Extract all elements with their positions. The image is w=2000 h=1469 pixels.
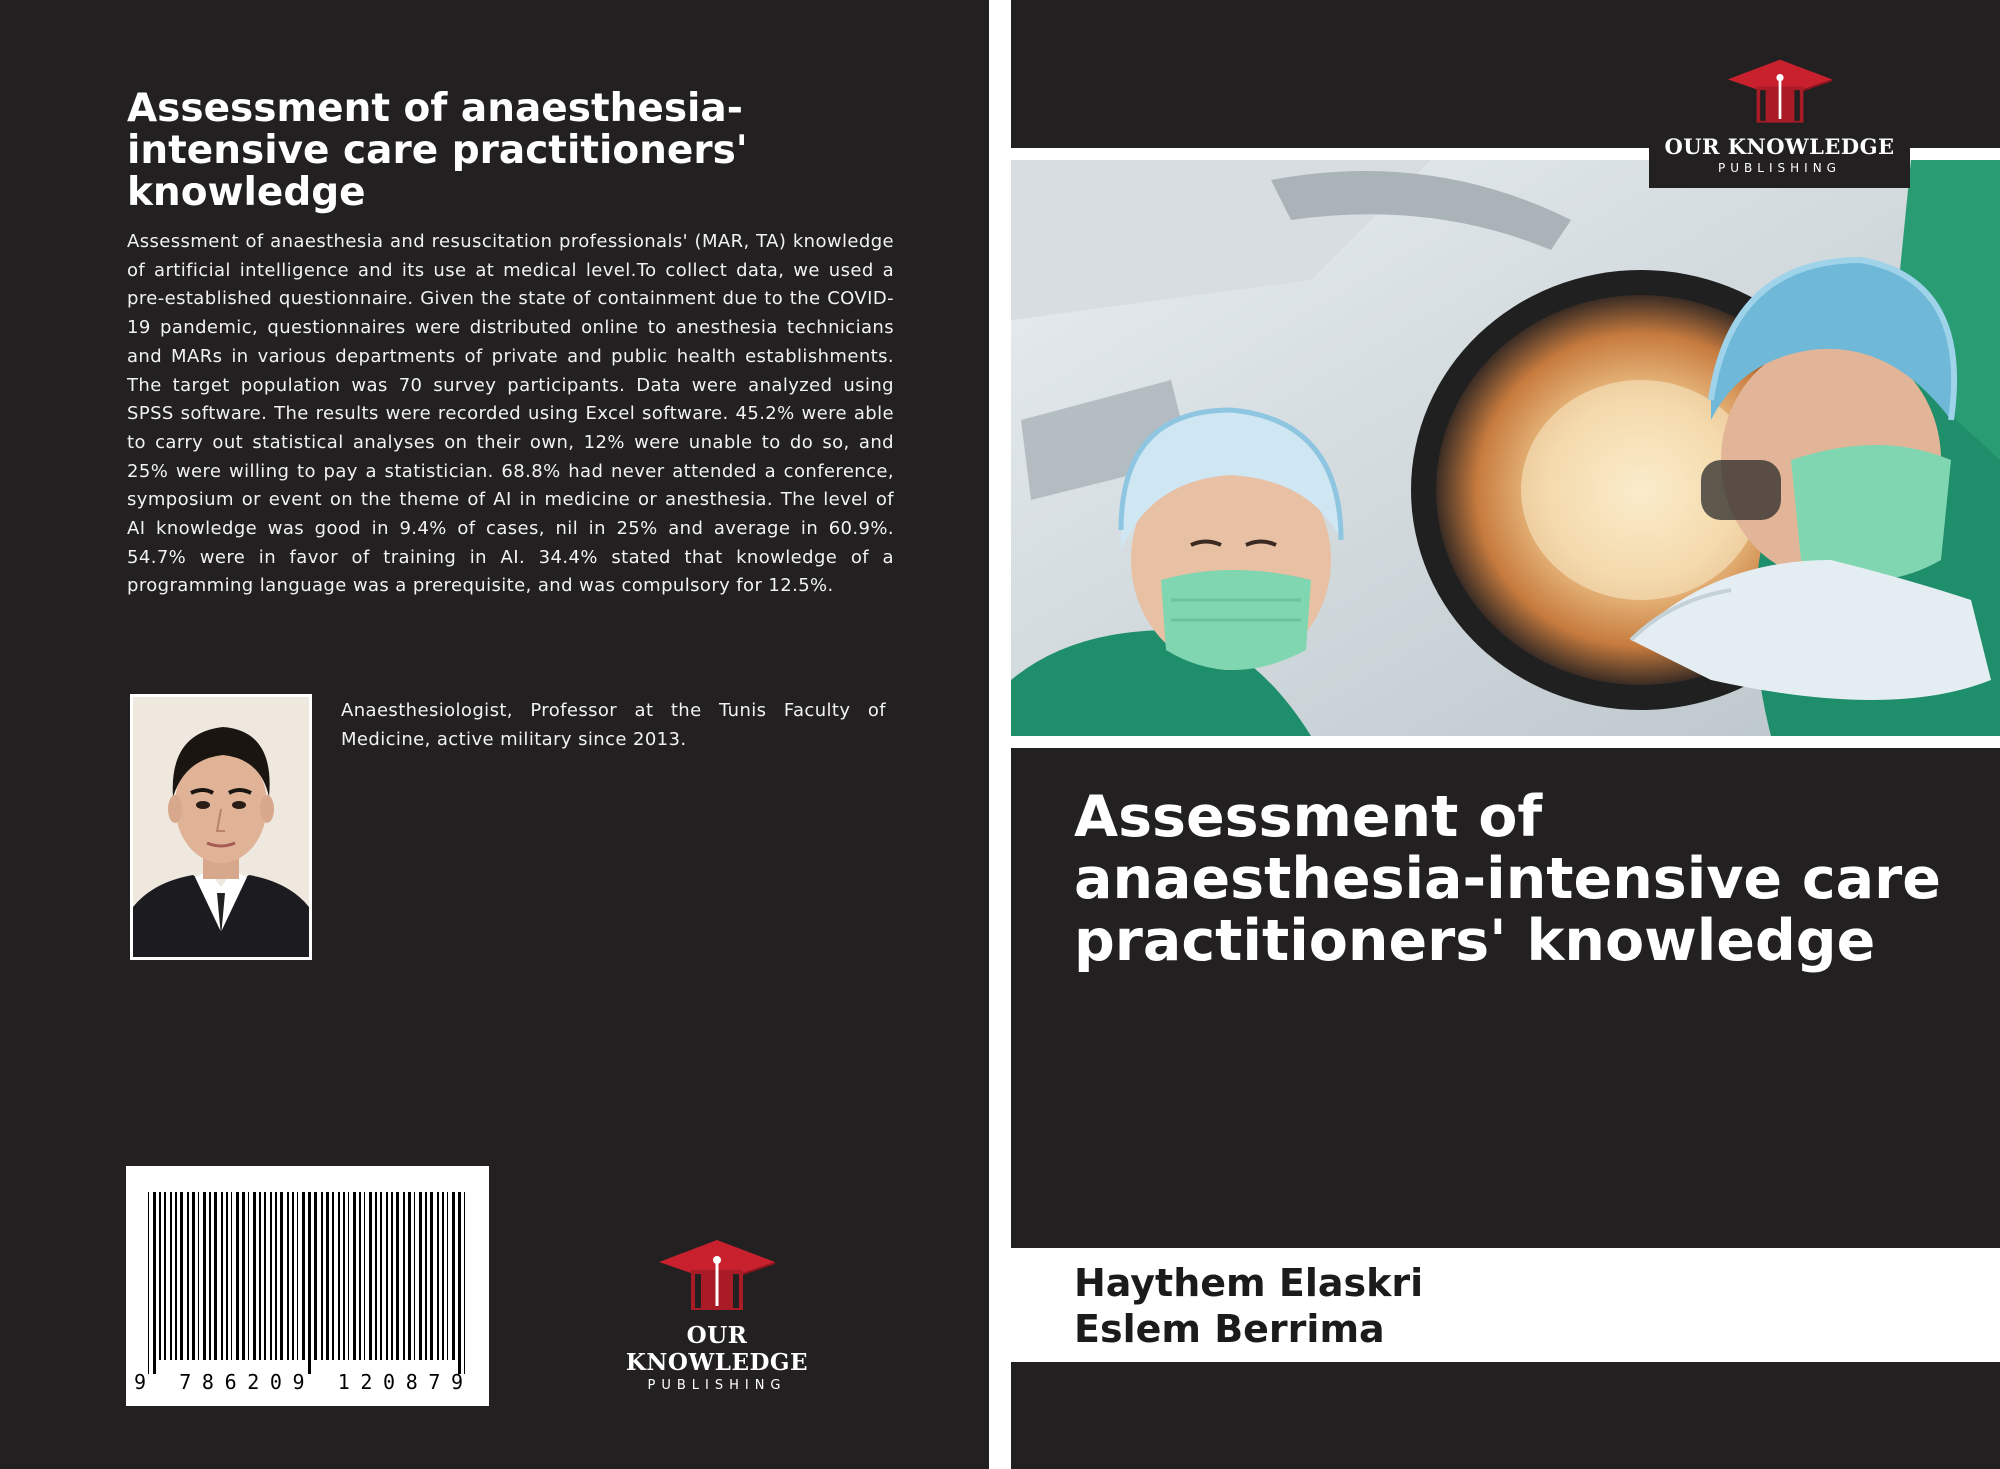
barcode-bar bbox=[153, 1192, 156, 1374]
barcode-bar bbox=[308, 1192, 311, 1374]
barcode-bar bbox=[264, 1192, 266, 1360]
barcode-bar bbox=[408, 1192, 411, 1360]
barcode-bar bbox=[447, 1192, 448, 1360]
barcode-bar bbox=[280, 1192, 283, 1360]
surgeons-operating-photo bbox=[1011, 160, 2000, 736]
barcode-bar bbox=[396, 1192, 399, 1360]
barcode-bar bbox=[159, 1192, 161, 1360]
publisher-name: OUR KNOWLEDGE bbox=[625, 1322, 809, 1376]
barcode-bar bbox=[297, 1192, 298, 1360]
barcode-bar bbox=[253, 1192, 256, 1360]
back-cover bbox=[0, 0, 989, 1469]
spine-divider bbox=[989, 0, 1011, 1469]
barcode-bar bbox=[187, 1192, 189, 1360]
barcode-bar bbox=[236, 1192, 239, 1360]
barcode-bar bbox=[242, 1192, 245, 1360]
barcode-bar bbox=[419, 1192, 422, 1360]
barcode-bar bbox=[226, 1192, 228, 1360]
isbn-number: 9 786209 120879 bbox=[134, 1370, 474, 1394]
author-names bbox=[1074, 1260, 1954, 1352]
barcode-bar bbox=[259, 1192, 261, 1360]
front-cover-bottom-band bbox=[1011, 1362, 2000, 1469]
barcode-bar bbox=[437, 1192, 439, 1360]
publisher-sub: PUBLISHING bbox=[1718, 161, 1841, 175]
barcode-bar bbox=[338, 1192, 340, 1360]
author-bio: Anaesthesiologist, Professor at the Tunis Faculty of Medicine, active military since 2013. bbox=[341, 700, 886, 750]
barcode-bar bbox=[414, 1192, 415, 1360]
barcode-bar bbox=[231, 1192, 232, 1360]
barcode-bar bbox=[203, 1192, 206, 1360]
author-name: Eslem Berrima bbox=[1074, 1307, 1385, 1351]
barcode-bar bbox=[214, 1192, 217, 1360]
publisher-logo-back bbox=[592, 1236, 842, 1393]
barcode-bar bbox=[270, 1192, 272, 1360]
barcode-bar bbox=[348, 1192, 349, 1360]
barcode-bar bbox=[275, 1192, 277, 1360]
barcode-bar bbox=[364, 1192, 365, 1360]
barcode-bar bbox=[314, 1192, 317, 1360]
barcode-bar bbox=[442, 1192, 444, 1360]
publisher-logo-front bbox=[1649, 56, 1910, 175]
author-portrait bbox=[130, 694, 312, 960]
barcode-bar bbox=[198, 1192, 199, 1360]
barcode-bar bbox=[302, 1192, 305, 1360]
barcode-bar bbox=[209, 1192, 211, 1360]
barcode-bar bbox=[380, 1192, 382, 1360]
barcode-bar bbox=[375, 1192, 377, 1360]
barcode-bar bbox=[458, 1192, 461, 1374]
barcode-bar bbox=[175, 1192, 177, 1360]
barcode-bar bbox=[391, 1192, 393, 1360]
author-portrait-illustration bbox=[133, 697, 309, 957]
barcode-bar bbox=[321, 1192, 323, 1360]
back-cover-blurb: Assessment of anaesthesia and resuscitation professionals' (MAR, TA) knowledge of artificial intelligence and its use at medical level.To collect data, we used a pre-established questionnaire. Given the state of containment due to the COVID-19 pandemic, questionnaires were distributed online to anesthesia technicians and MARs in various departments of private and public health establishments. The target population was 70 survey participants. Data were analyzed using SPSS software. The results were recorded using Excel software. 45.2% were able to carry out statistical analyses on their own, 12% were unable to do so, and 25% were willing to pay a statistician. 68.8% had never attended a conference, symposium or event on the theme of AI in medicine or anesthesia. The level of AI knowledge was good in 9.4% of cases, nil in 25% and average in 60.9%. 54.7% were in favor of training in AI. 34.4% stated that knowledge of a programming language was a prerequisite, and was compulsory for 12.5%. bbox=[127, 231, 894, 597]
graduation-cap-icon bbox=[1725, 56, 1835, 128]
barcode-bar bbox=[164, 1192, 166, 1360]
surgeons-illustration bbox=[1011, 160, 2000, 736]
barcode-bar bbox=[287, 1192, 289, 1360]
barcode-bar bbox=[170, 1192, 172, 1360]
barcode-bar bbox=[326, 1192, 329, 1360]
publisher-sub: PUBLISHING bbox=[647, 1378, 787, 1393]
front-cover-title: Assessment of anaesthesia-intensive care practitioners' knowledge bbox=[1074, 784, 1941, 974]
graduation-cap-icon bbox=[657, 1236, 777, 1316]
barcode-bar bbox=[292, 1192, 294, 1360]
barcode-bar bbox=[386, 1192, 388, 1360]
barcode-bar bbox=[192, 1192, 195, 1360]
back-cover-title: Assessment of anaesthesia-intensive care practitioners' knowledge bbox=[127, 86, 748, 215]
barcode-bar bbox=[248, 1192, 249, 1360]
isbn-barcode bbox=[126, 1166, 489, 1406]
barcode-bar bbox=[403, 1192, 405, 1360]
publisher-logo-front-box bbox=[1649, 50, 1910, 188]
publisher-name: OUR KNOWLEDGE bbox=[1664, 134, 1895, 159]
author-name: Haythem Elaskri bbox=[1074, 1261, 1424, 1305]
barcode-bar bbox=[359, 1192, 361, 1360]
barcode-bar bbox=[464, 1192, 465, 1374]
barcode-bar bbox=[221, 1192, 223, 1360]
barcode-bar bbox=[332, 1192, 334, 1360]
barcode-bar bbox=[452, 1192, 455, 1360]
barcode-bar bbox=[148, 1192, 149, 1374]
barcode-bar bbox=[353, 1192, 356, 1360]
barcode-bar bbox=[343, 1192, 345, 1360]
barcode-bar bbox=[180, 1192, 183, 1360]
barcode-bar bbox=[430, 1192, 433, 1360]
barcode-bar bbox=[425, 1192, 427, 1360]
barcode-bar bbox=[369, 1192, 372, 1360]
